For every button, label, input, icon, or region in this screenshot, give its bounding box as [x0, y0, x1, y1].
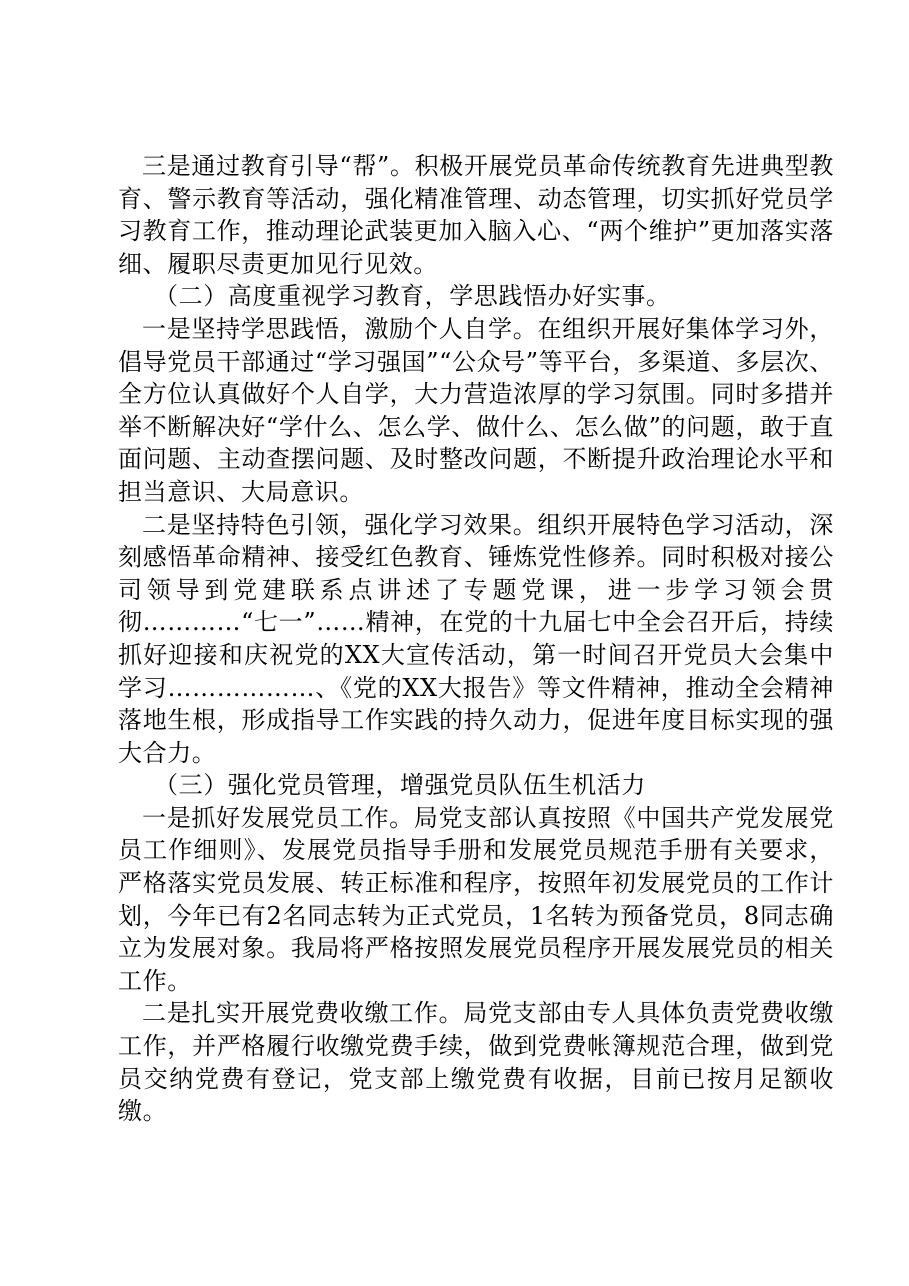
section-heading-study-education: （二）高度重视学习教育，学思践悟办好实事。	[154, 282, 671, 311]
paragraph-special-learning: 二是坚持特色引领，强化学习效果。组织开展特色学习活动，深刻感悟革命精神、接受红色教育、锤炼党性修养。同时积极对接公司领导到党建联系点讲述了专题党课，进一步学习领会贯彻…………“七一”……精神，在党的十九届七中全会召开后，持续抓好迎接和庆祝党的XX大宣传活动，第一时间召开党员大会集中学习………………、《党的XX大报告》等文件精神，推动全会精神落地生根，形成指导工作实践的持久动力，促进年度目标实现的强大合力。	[118, 510, 834, 767]
paragraph-dues-collection: 二是扎实开展党费收缴工作。局党支部由专人具体负责党费收缴工作，并严格履行收缴党费手续，做到党费帐簿规范合理，做到党员交纳党费有登记，党支部上缴党费有收据，目前已按月足额收缴。	[118, 999, 834, 1126]
paragraph-self-study: 一是坚持学思践悟，激励个人自学。在组织开展好集体学习外，倡导党员干部通过“学习强国”“公众号”等平台，多渠道、多层次、全方位认真做好个人自学，大力营造浓厚的学习氛围。同时多措并举不断解决好“学什么、怎么学、做什么、怎么做”的问题，敢于直面问题、主动查摆问题、及时整改问题，不断提升政治理论水平和担当意识、大局意识。	[118, 314, 834, 506]
document-body	[118, 150, 834, 1128]
section-heading-member-management: （三）强化党员管理，增强党员队伍生机活力	[154, 771, 646, 800]
paragraph-member-development: 一是抓好发展党员工作。局党支部认真按照《中国共产党发展党员工作细则》、发展党员指导手册和发展党员规范手册有关要求，严格落实党员发展、转正标准和程序，按照年初发展党员的工作计划，今年已有2名同志转为正式党员，1名转为预备党员，8同志确立为发展对象。我局将严格按照发展党员程序开展发展党员的相关工作。	[118, 803, 834, 995]
paragraph-education-guidance: 三是通过教育引导“帮”。积极开展党员革命传统教育先进典型教育、警示教育等活动，强化精准管理、动态管理，切实抓好党员学习教育工作，推动理论武装更加入脑入心、“两个维护”更加落实落细、履职尽责更加见行见效。	[118, 152, 834, 278]
